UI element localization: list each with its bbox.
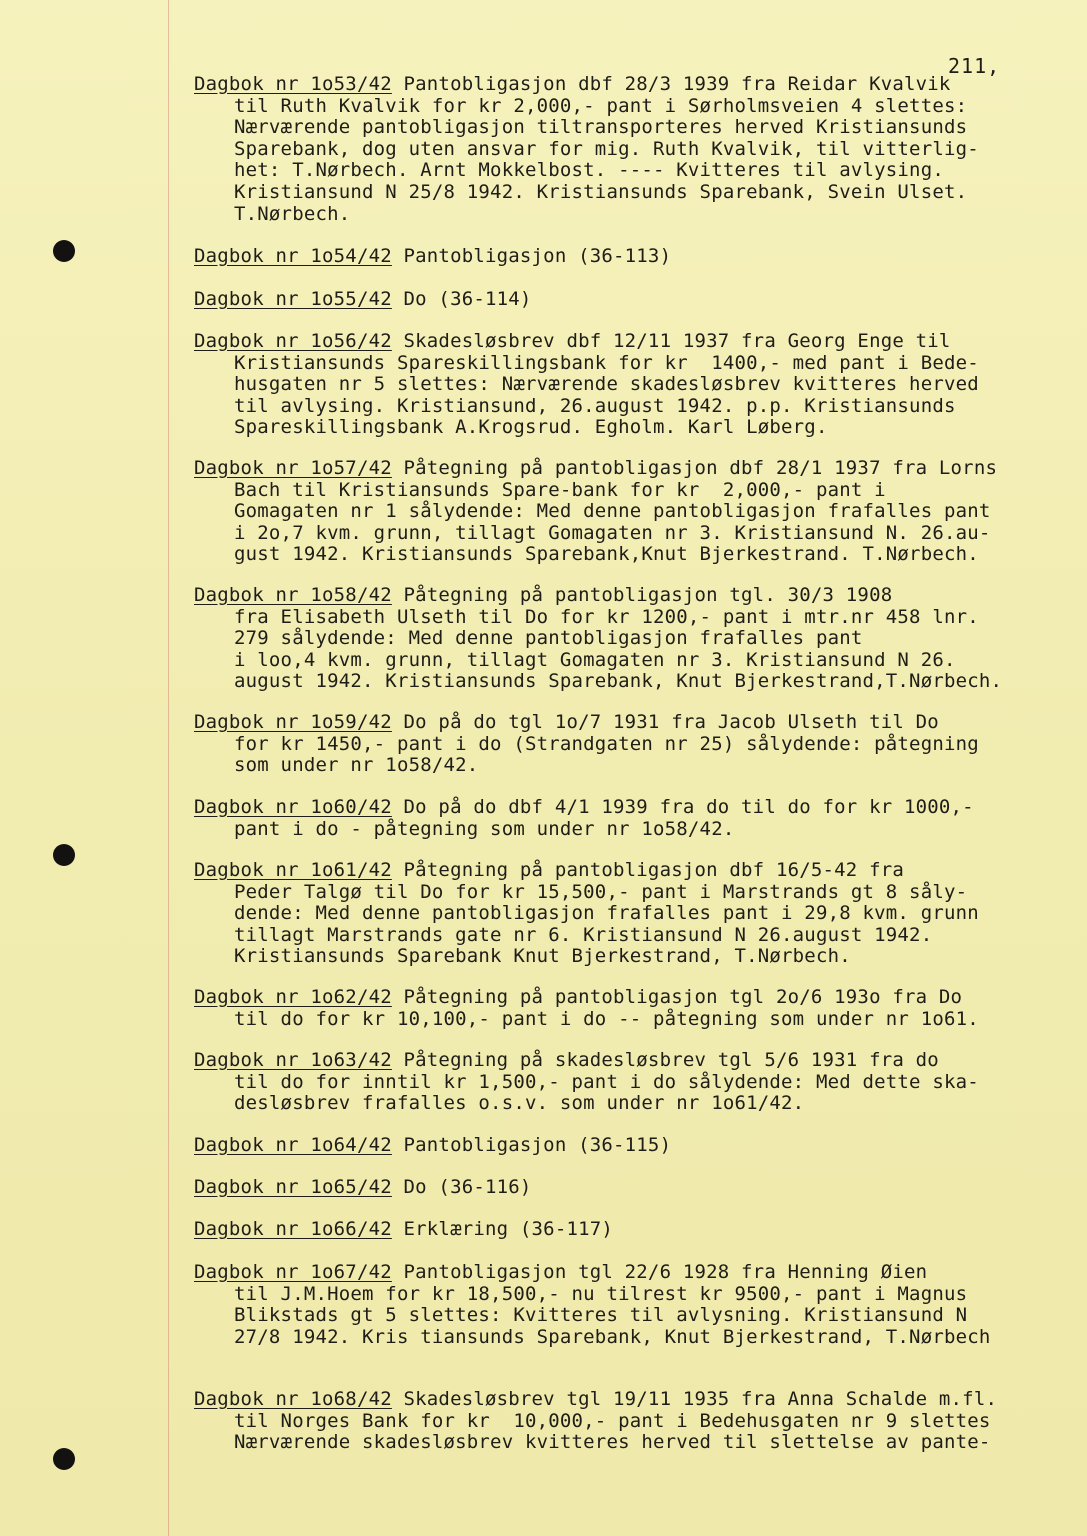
entry-text: Påtegning på pantobligasjon tgl. 30/3 1908 bbox=[403, 584, 893, 606]
entry-text: pant i do - påtegning som under nr 1o58/42. bbox=[234, 817, 735, 840]
entry-line bbox=[194, 544, 997, 566]
entry-text: T.Nørbech. bbox=[234, 202, 351, 225]
journal-entry bbox=[194, 289, 532, 311]
entry-line bbox=[194, 1411, 997, 1433]
entry-text: Blikstads gt 5 slettes: Kvitteres til avlysning. Kristiansund N bbox=[234, 1304, 968, 1327]
entry-text: Påtegning på skadesløsbrev tgl 5/6 1931 fra do bbox=[403, 1049, 939, 1071]
entry-line bbox=[194, 117, 979, 139]
journal-entry bbox=[194, 712, 979, 777]
entry-reference: Dagbok nr 1o56/42 bbox=[194, 330, 392, 352]
entry-text: Bach til Kristiansunds Spare-bank for kr 2,000,- pant i bbox=[234, 478, 886, 501]
journal-entry bbox=[194, 458, 997, 566]
entry-reference: Dagbok nr 1o60/42 bbox=[194, 796, 392, 818]
journal-entry bbox=[194, 1177, 532, 1199]
entry-line bbox=[194, 1284, 991, 1306]
entry-line bbox=[194, 903, 979, 925]
entry-reference: Dagbok nr 1o65/42 bbox=[194, 1176, 392, 1198]
journal-entry bbox=[194, 797, 974, 840]
entry-line bbox=[194, 246, 671, 268]
entry-line bbox=[194, 458, 997, 480]
entry-line bbox=[194, 946, 979, 968]
entry-line bbox=[194, 374, 979, 396]
entry-text: 27/8 1942. Kris tiansunds Sparebank, Knut Bjerkestrand, T.Nørbech bbox=[234, 1325, 991, 1348]
entry-reference: Dagbok nr 1o68/42 bbox=[194, 1388, 392, 1410]
entry-text: Do (36-114) bbox=[403, 288, 532, 310]
entry-line bbox=[194, 755, 979, 777]
entry-line bbox=[194, 1009, 979, 1031]
entry-text: Erklæring (36-117) bbox=[403, 1218, 614, 1240]
margin-rule bbox=[168, 0, 169, 1536]
entry-text: fra Elisabeth Ulseth til Do for kr 1200,- pant i mtr.nr 458 lnr. bbox=[234, 605, 979, 628]
entry-text: Do (36-116) bbox=[403, 1176, 532, 1198]
journal-entry bbox=[194, 331, 979, 439]
journal-entry bbox=[194, 1389, 997, 1454]
journal-entry bbox=[194, 987, 979, 1030]
entry-line bbox=[194, 1305, 991, 1327]
entry-line bbox=[194, 712, 979, 734]
entry-text: Spareskillingsbank A.Krogsrud. Egholm. Karl Løberg. bbox=[234, 416, 828, 439]
entry-text: til Norges Bank for kr 10,000,- pant i Bedehusgaten nr 9 slettes bbox=[234, 1409, 991, 1432]
entry-line bbox=[194, 182, 979, 204]
entry-line bbox=[194, 628, 1002, 650]
entry-line bbox=[194, 1219, 613, 1241]
entry-line bbox=[194, 650, 1002, 672]
entry-text: Skadesløsbrev tgl 19/11 1935 fra Anna Schalde m.fl. bbox=[403, 1388, 998, 1410]
entry-text: august 1942. Kristiansunds Sparebank, Knut Bjerkestrand,T.Nørbech. bbox=[234, 670, 1003, 693]
entry-reference: Dagbok nr 1o58/42 bbox=[194, 584, 392, 606]
entry-reference: Dagbok nr 1o57/42 bbox=[194, 457, 392, 479]
page-number: 211, bbox=[948, 54, 1001, 78]
entry-line bbox=[194, 160, 979, 182]
entry-reference: Dagbok nr 1o54/42 bbox=[194, 245, 392, 267]
entry-text: Pantobligasjon (36-115) bbox=[403, 1134, 672, 1156]
entry-text: het: T.Nørbech. Arnt Mokkelbost. ---- Kvitteres til avlysing. bbox=[234, 159, 944, 182]
entry-line bbox=[194, 819, 974, 841]
entry-reference: Dagbok nr 1o67/42 bbox=[194, 1261, 392, 1283]
entry-line bbox=[194, 1432, 997, 1454]
entry-text: Pantobligasjon tgl 22/6 1928 fra Henning Øien bbox=[403, 1261, 928, 1283]
entry-text: tillagt Marstrands gate nr 6. Kristiansund N 26.august 1942. bbox=[234, 923, 933, 946]
entry-text: Kristiansunds Spareskillingsbank for kr 1400,- med pant i Bede- bbox=[234, 351, 979, 374]
entry-line bbox=[194, 1093, 979, 1115]
entry-text: Nærværende pantobligasjon tiltransporteres herved Kristiansunds bbox=[234, 116, 968, 139]
entry-line bbox=[194, 1262, 991, 1284]
entry-reference: Dagbok nr 1o63/42 bbox=[194, 1049, 392, 1071]
entry-line bbox=[194, 139, 979, 161]
entry-line bbox=[194, 1135, 671, 1157]
entry-reference: Dagbok nr 1o55/42 bbox=[194, 288, 392, 310]
entry-text: for kr 1450,- pant i do (Strandgaten nr 25) sålydende: påtegning bbox=[234, 732, 979, 755]
journal-entry bbox=[194, 860, 979, 968]
entry-line bbox=[194, 353, 979, 375]
entry-line bbox=[194, 74, 979, 96]
entry-text: i 2o,7 kvm. grunn, tillagt Gomagaten nr 3. Kristiansund N. 26.au- bbox=[234, 521, 991, 544]
entry-text: til avlysing. Kristiansund, 26.august 1942. p.p. Kristiansunds bbox=[234, 394, 956, 417]
entry-line bbox=[194, 671, 1002, 693]
entry-text: Kristiansunds Sparebank Knut Bjerkestrand, T.Nørbech. bbox=[234, 945, 851, 968]
entry-line bbox=[194, 417, 979, 439]
entry-text: Påtegning på pantobligasjon dbf 16/5-42 fra bbox=[403, 859, 904, 881]
entry-reference: Dagbok nr 1o66/42 bbox=[194, 1218, 392, 1240]
entry-text: Sparebank, dog uten ansvar for mig. Ruth Kvalvik, til vitterlig- bbox=[234, 137, 979, 160]
entry-line bbox=[194, 289, 532, 311]
entry-line bbox=[194, 882, 979, 904]
entry-line bbox=[194, 1389, 997, 1411]
entry-line bbox=[194, 396, 979, 418]
entry-line bbox=[194, 797, 974, 819]
entry-text: Påtegning på pantobligasjon tgl 2o/6 193o fra Do bbox=[403, 986, 963, 1008]
entry-line bbox=[194, 1050, 979, 1072]
entry-text: husgaten nr 5 slettes: Nærværende skadesløsbrev kvitteres herved bbox=[234, 373, 979, 396]
entry-text: Gomagaten nr 1 sålydende: Med denne pantobligasjon frafalles pant bbox=[234, 500, 991, 523]
entry-line bbox=[194, 523, 997, 545]
entry-text: dende: Med denne pantobligasjon frafalles pant i 29,8 kvm. grunn bbox=[234, 902, 979, 925]
journal-entry bbox=[194, 1135, 671, 1157]
entry-text: Pantobligasjon dbf 28/3 1939 fra Reidar Kvalvik bbox=[403, 73, 951, 95]
journal-entry bbox=[194, 1050, 979, 1115]
entry-reference: Dagbok nr 1o64/42 bbox=[194, 1134, 392, 1156]
entry-text: til J.M.Hoem for kr 18,500,- nu tilrest kr 9500,- pant i Magnus bbox=[234, 1282, 968, 1305]
punch-hole bbox=[53, 240, 75, 262]
entry-text: Do på do dbf 4/1 1939 fra do til do for kr 1000,- bbox=[403, 796, 974, 818]
entry-text: til do for kr 10,100,- pant i do -- påtegning som under nr 1o61. bbox=[234, 1007, 979, 1030]
entry-line bbox=[194, 1177, 532, 1199]
entry-reference: Dagbok nr 1o61/42 bbox=[194, 859, 392, 881]
journal-entry bbox=[194, 1219, 613, 1241]
entry-line bbox=[194, 1327, 991, 1349]
entry-text: desløsbrev frafalles o.s.v. som under nr 1o61/42. bbox=[234, 1092, 805, 1115]
entry-line bbox=[194, 860, 979, 882]
entry-text: Skadesløsbrev dbf 12/11 1937 fra Georg Enge til bbox=[403, 330, 951, 352]
entry-reference: Dagbok nr 1o62/42 bbox=[194, 986, 392, 1008]
entry-text: 279 sålydende: Med denne pantobligasjon frafalles pant bbox=[234, 627, 863, 650]
entry-reference: Dagbok nr 1o53/42 bbox=[194, 73, 392, 95]
entry-line bbox=[194, 331, 979, 353]
journal-entry bbox=[194, 585, 1002, 693]
entry-text: Do på do tgl 1o/7 1931 fra Jacob Ulseth til Do bbox=[403, 711, 939, 733]
entry-text: Kristiansund N 25/8 1942. Kristiansunds Sparebank, Svein Ulset. bbox=[234, 180, 968, 203]
entry-text: Nærværende skadesløsbrev kvitteres herved til slettelse av pante- bbox=[234, 1431, 991, 1454]
entry-line bbox=[194, 96, 979, 118]
entry-line bbox=[194, 501, 997, 523]
entry-text: Pantobligasjon (36-113) bbox=[403, 245, 672, 267]
entry-text: gust 1942. Kristiansunds Sparebank,Knut Bjerkestrand. T.Nørbech. bbox=[234, 543, 979, 566]
entry-text: til Ruth Kvalvik for kr 2,000,- pant i Sørholmsveien 4 slettes: bbox=[234, 94, 968, 117]
journal-entry bbox=[194, 74, 979, 225]
entry-line bbox=[194, 987, 979, 1009]
entry-text: i loo,4 kvm. grunn, tillagt Gomagaten nr 3. Kristiansund N 26. bbox=[234, 648, 956, 671]
entry-line bbox=[194, 925, 979, 947]
entry-line bbox=[194, 585, 1002, 607]
entry-text: Påtegning på pantobligasjon dbf 28/1 1937 fra Lorns bbox=[403, 457, 998, 479]
entry-line bbox=[194, 1072, 979, 1094]
entry-line bbox=[194, 480, 997, 502]
entry-reference: Dagbok nr 1o59/42 bbox=[194, 711, 392, 733]
punch-hole bbox=[53, 844, 75, 866]
entry-line bbox=[194, 204, 979, 226]
entry-text: til do for inntil kr 1,500,- pant i do sålydende: Med dette ska- bbox=[234, 1070, 979, 1093]
punch-hole bbox=[53, 1448, 75, 1470]
entry-text: som under nr 1o58/42. bbox=[234, 754, 479, 777]
entry-text: Peder Talgø til Do for kr 15,500,- pant i Marstrands gt 8 såly- bbox=[234, 880, 968, 903]
journal-entry bbox=[194, 246, 671, 268]
journal-entry bbox=[194, 1262, 991, 1348]
entry-line bbox=[194, 607, 1002, 629]
entry-line bbox=[194, 734, 979, 756]
